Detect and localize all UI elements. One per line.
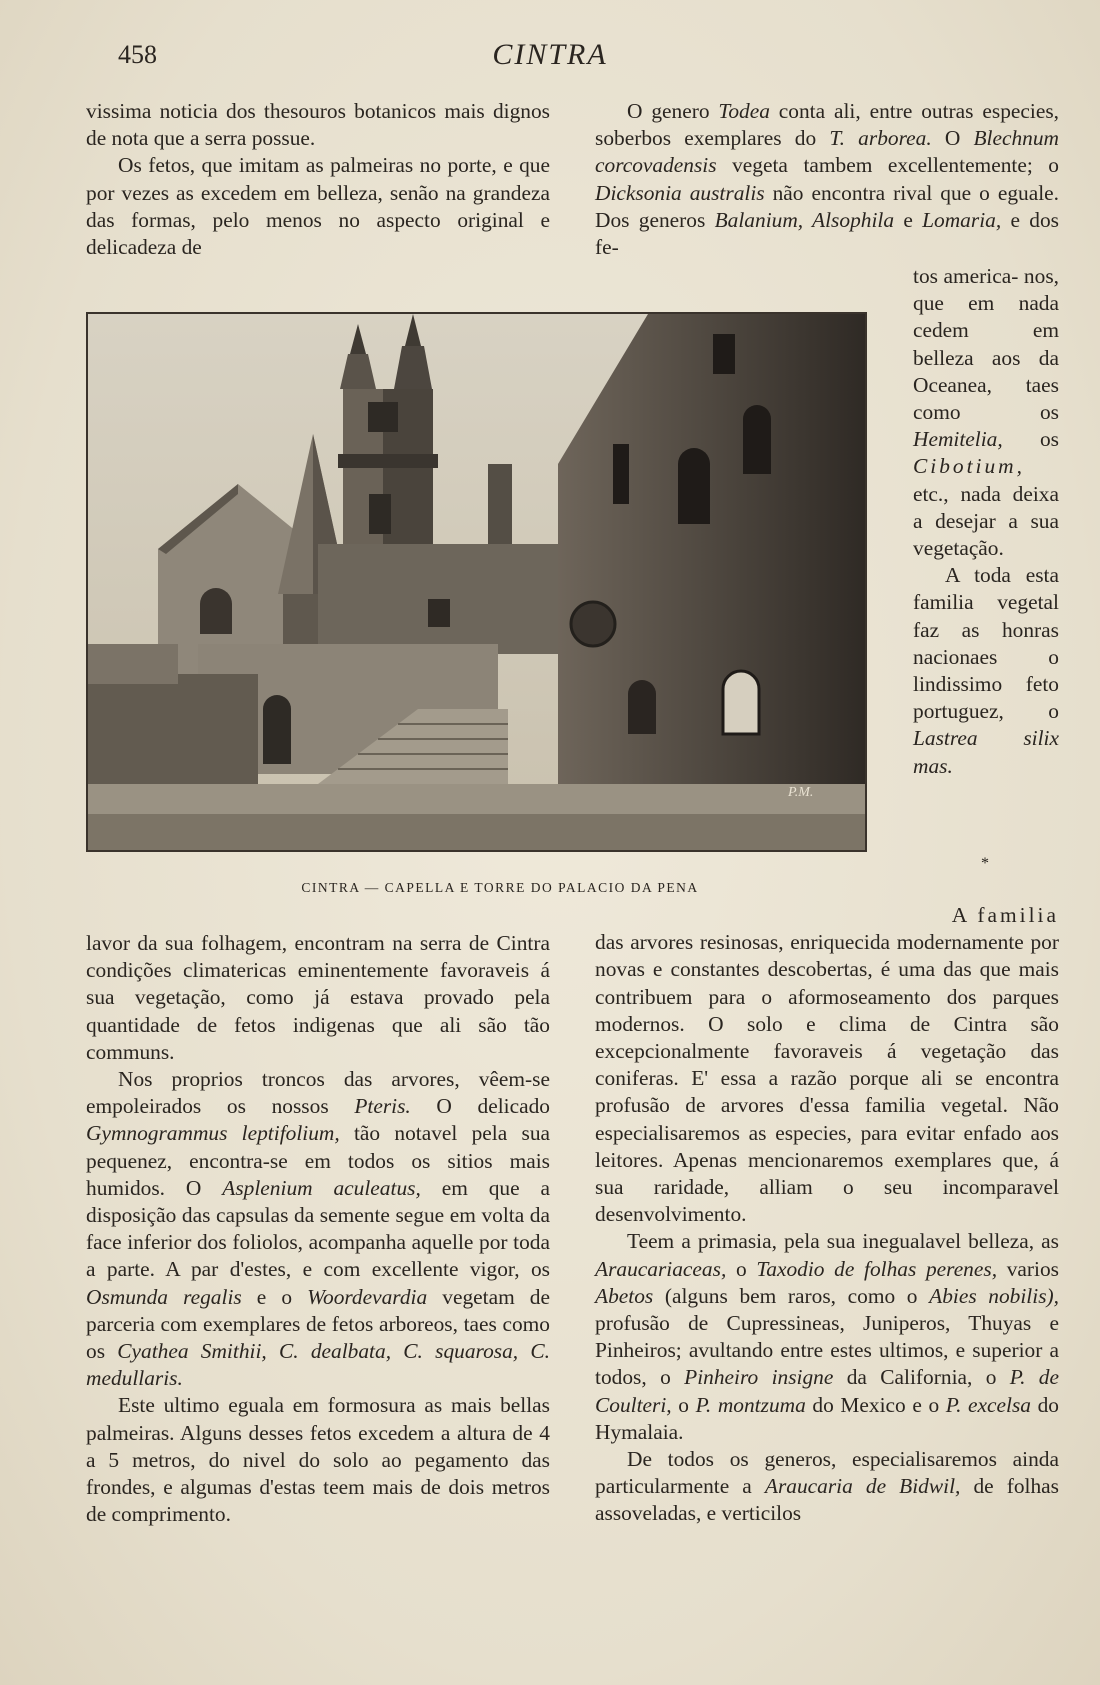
bottom-right-column [595,902,1059,1528]
section-separator: * [981,855,989,872]
paragraph: Este ultimo eguala em formosura as mais bellas palmeiras. Alguns desses fetos excedem a altura de 4 a 5 metros, do nivel do solo ao pegamento das frondes, e algumas d'estas teem mais de dois metros de comprimento. [86,1393,550,1527]
running-title: CINTRA [492,38,608,71]
paragraph: O genero Todea conta ali, entre outras especies, soberbos exemplares do T. arborea. O Blechnum corcovadensis vegeta tambem excellentemente; o Dicksonia australis não encontra rival que o eguale. Dos generos Balanium, Alsophila e Lomaria, e dos fe- [595,99,1059,260]
paragraph: A familia das arvores resinosas, enriquecida modernamente por novas e constantes descobertas, é uma das que mais contribuem para o aformoseamento dos parques modernos. O solo e clima de Cintra são excepcionalmente favoraveis á vegetação das coniferas. E' essa a razão porque ali se encontra profusão de arvores d'essa familia vegetal. Não especialisaremos as especies, para evitar enfado aos leitores. Apenas mencionaremos exemplares que, á sua raridade, alliam o seu incomparavel desenvolvimento. [595,903,1059,1227]
top-right-column [595,98,1059,261]
paragraph: De todos os generos, especialisaremos ainda particularmente a Araucaria de Bidwil, de folhas assoveladas, e verticilos [595,1447,1059,1526]
paragraph: Teem a primasia, pela sua inegualavel belleza, as Araucariaceas, o Taxodio de folhas perenes, varios Abetos (alguns bem raros, como o Abies nobilis), profusão de Cupressineas, Juniperos, Thuyas e Pinheiros; avultando entre estes ultimos, e superior a todos, o Pinheiro insigne da California, o P. de Coulteri, o P. montzuma do Mexico e o P. excelsa do Hymalaia. [595,1229,1060,1444]
photo-signature: P.M. [788,785,814,800]
paragraph: Nos proprios troncos das arvores, vêem-se empoleirados os nossos Pteris. O delicado Gymnogrammus leptifolium, tão notavel pela sua pequenez, encontra-se em todos os sitios mais humidos. O Asplenium aculeatus, em que a disposição das capsulas da semente segue em volta da face inferior dos foliolos, acompanha aquelle por toda a parte. A par d'estes, e com excellente vigor, os Osmunda regalis e o Woordevardia vegetam de parceria com exemplares de fetos arboreos, taes como os Cyathea Smithii, C. dealbata, C. squarosa, C. medullaris. [86,1067,551,1391]
paragraph: tos america- nos, que em nada cedem em belleza aos da Oceanea, taes como os Hemitelia, os Cibotium, etc., nada deixa a desejar a sua vegetação. [913,264,1059,561]
palace-photograph [86,312,867,852]
paragraph: vissima noticia dos thesouros botanicos mais dignos de nota que a serra possue. [86,99,550,151]
top-left-column [86,98,550,261]
paragraph: A toda esta familia vegetal faz as honras nacionaes o lindissimo feto portuguez, o Lastrea silix mas. [913,563,1059,778]
paragraph: Os fetos, que imitam as palmeiras no porte, e que por vezes as excedem em belleza, senão na grandeza das formas, pelo menos no aspecto original e delicadeza de [86,153,550,260]
page-number: 458 [118,40,157,69]
figure-caption: CINTRA — CAPELLA E TORRE DO PALACIO DA PENA [301,880,699,895]
narrow-right-column [913,263,1059,780]
paragraph: lavor da sua folhagem, encontram na serra de Cintra condições climatericas eminentemente favoraveis á sua vegetação, como já estava provado pela quantidade de fetos indigenas que ali são tão communs. [86,931,550,1064]
bottom-left-column [86,930,550,1528]
